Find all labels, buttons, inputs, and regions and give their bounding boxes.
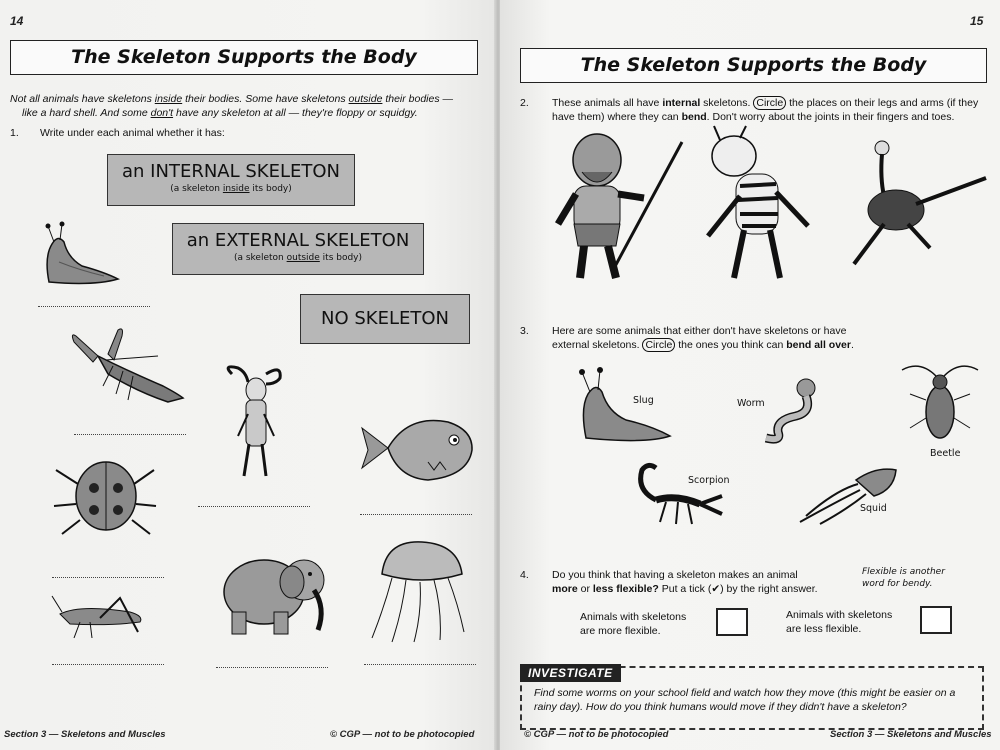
page-title-right: The Skeleton Supports the Body — [520, 48, 987, 83]
slug-q3-illustration[interactable] — [566, 364, 676, 444]
internal-skeleton-box: an INTERNAL SKELETON (a skeleton inside its body) — [107, 154, 355, 206]
q2-number: 2. — [520, 97, 529, 109]
footer-copyright-right: © CGP — not to be photocopied — [524, 729, 669, 740]
q1-text: Write under each animal whether it has: — [40, 127, 225, 139]
ladybird-illustration — [50, 448, 160, 538]
slug-illustration — [34, 222, 124, 287]
footer-section-right: Section 3 — Skeletons and Muscles — [830, 729, 992, 740]
page-number-left: 14 — [10, 14, 24, 28]
intro-text: Not all animals have skeletons inside their bodies. Some have skeletons outside their bodies — like a hard shell. And some don't have any skeleton at all — they're floppy or squidgy. — [10, 93, 454, 119]
q1-number: 1. — [10, 127, 19, 139]
left-page — [0, 0, 496, 750]
beetle-label: Beetle — [930, 448, 961, 459]
investigate-label: INVESTIGATE — [520, 664, 621, 682]
caveman-illustration — [552, 128, 682, 288]
elephant-illustration — [218, 546, 330, 638]
worm-label: Worm — [737, 398, 765, 409]
squid-illustration[interactable] — [796, 460, 900, 526]
grasshopper-illustration — [50, 592, 150, 642]
fish-answer-line[interactable] — [360, 514, 472, 515]
footer-section-left: Section 3 — Skeletons and Muscles — [4, 729, 166, 740]
goat-illustration — [222, 364, 292, 480]
lobster-answer-line[interactable] — [74, 434, 186, 435]
page-number-right: 15 — [970, 14, 984, 28]
ostrich-illustration — [840, 138, 990, 270]
q3-number: 3. — [520, 325, 529, 337]
q2-text: These animals all have internal skeletons. Circle the places on their legs and arms (if they have them) where they can bend. Don't worry about the joints in their fingers and toes. — [552, 97, 979, 123]
beetle-illustration[interactable] — [900, 360, 980, 450]
jellyfish-answer-line[interactable] — [364, 664, 476, 665]
lobster-illustration — [68, 326, 188, 406]
page-title-left: The Skeleton Supports the Body — [10, 40, 478, 75]
flexible-note: Flexible is another word for bendy. — [862, 567, 945, 589]
tick-box-less-flexible[interactable] — [920, 606, 952, 634]
scorpion-illustration[interactable] — [626, 460, 726, 526]
slug-label: Slug — [633, 395, 654, 406]
external-skeleton-box: an EXTERNAL SKELETON (a skeleton outside its body) — [172, 223, 424, 275]
q4-text: Do you think that having a skeleton makes an animal more or less flexible? Put a tick (✔) by the right answer. — [552, 569, 818, 595]
q3-text: Here are some animals that either don't have skeletons or have external skeletons. Circle the ones you think can bend all over. — [552, 325, 854, 351]
option-more-flexible: Animals with skeletons are more flexible. — [580, 611, 687, 637]
squid-label: Squid — [860, 503, 887, 514]
worm-illustration[interactable] — [756, 376, 826, 446]
q4-number: 4. — [520, 569, 529, 581]
no-skeleton-box: NO SKELETON — [300, 294, 470, 344]
slug-answer-line[interactable] — [38, 306, 150, 307]
ladybird-answer-line[interactable] — [52, 577, 164, 578]
fish-illustration — [358, 408, 478, 488]
grasshopper-answer-line[interactable] — [52, 664, 164, 665]
footer-copyright-left: © CGP — not to be photocopied — [330, 729, 475, 740]
option-less-flexible: Animals with skeletons are less flexible. — [786, 609, 893, 635]
tick-box-more-flexible[interactable] — [716, 608, 748, 636]
elephant-answer-line[interactable] — [216, 667, 328, 668]
scorpion-label: Scorpion — [688, 475, 730, 486]
zebra-illustration — [700, 126, 820, 286]
goat-answer-line[interactable] — [198, 506, 310, 507]
jellyfish-illustration — [362, 538, 472, 644]
investigate-text: Find some worms on your school field and watch how they move (this might be easier on a rainy day). How do you think humans would move if they didn't have a skeleton? — [534, 687, 956, 713]
